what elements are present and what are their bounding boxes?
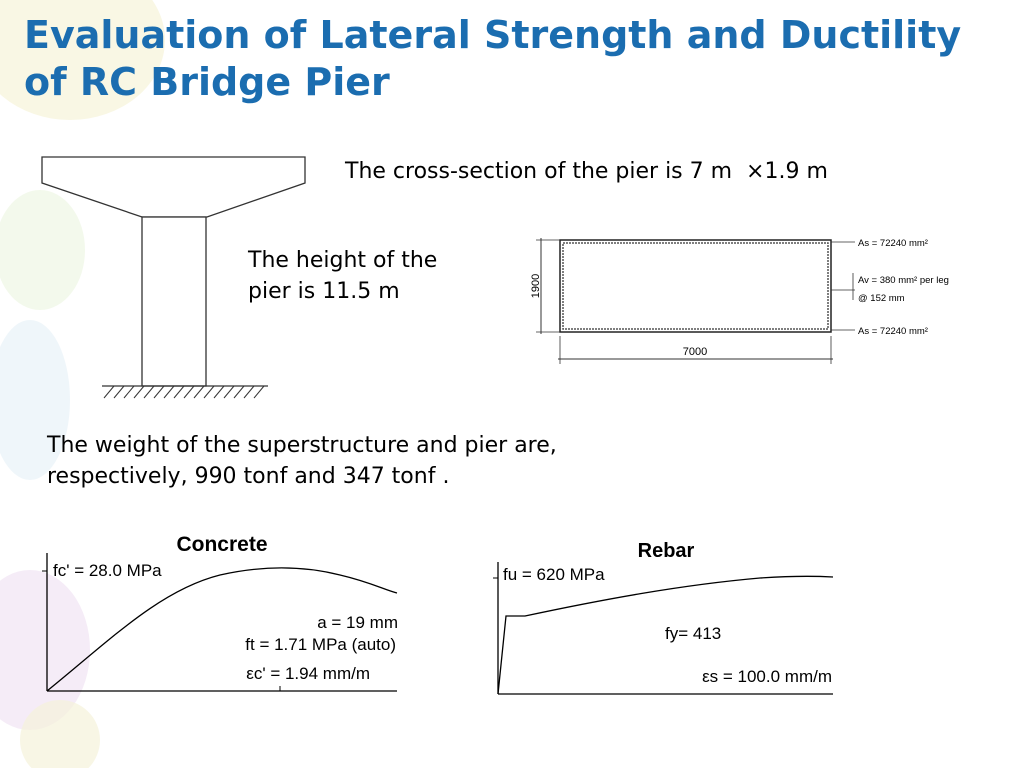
- av-spacing-label: @ 152 mm: [858, 293, 905, 304]
- slide-title: Evaluation of Lateral Strength and Ductility of RC Bridge Pier: [24, 13, 962, 104]
- rebar-title: Rebar: [637, 540, 695, 562]
- rebar-fu-label: fu = 620 MPa: [503, 565, 605, 584]
- concrete-ec-label: εc' = 1.94 mm/m: [246, 664, 370, 683]
- concrete-a-label: a = 19 mm: [317, 613, 398, 632]
- concrete-ft-label: ft = 1.71 MPa (auto): [245, 635, 396, 654]
- height-text-line1: The height of the: [248, 248, 438, 273]
- av-label: Av = 380 mm² per leg: [858, 275, 949, 286]
- balloon-decoration: [0, 190, 85, 310]
- as-bottom-label: As = 72240 mm²: [858, 326, 928, 337]
- rebar-fy-label: fy= 413: [665, 624, 722, 643]
- height-text-line2: pier is 11.5 m: [248, 279, 400, 304]
- cross-section-text: The cross-section of the pier is 7 m ×1.9 m: [345, 159, 828, 184]
- weight-text-line1: The weight of the superstructure and pier are,: [47, 433, 557, 458]
- section-width-dimension: 7000: [682, 346, 708, 358]
- rebar-es-label: εs = 100.0 mm/m: [702, 667, 832, 686]
- concrete-title: Concrete: [176, 533, 268, 556]
- as-top-label: As = 72240 mm²: [858, 238, 928, 249]
- weight-text-line2: respectively, 990 tonf and 347 tonf .: [47, 464, 450, 489]
- concrete-fc-label: fc' = 28.0 MPa: [53, 561, 162, 580]
- section-height-dimension: 1900: [530, 273, 542, 299]
